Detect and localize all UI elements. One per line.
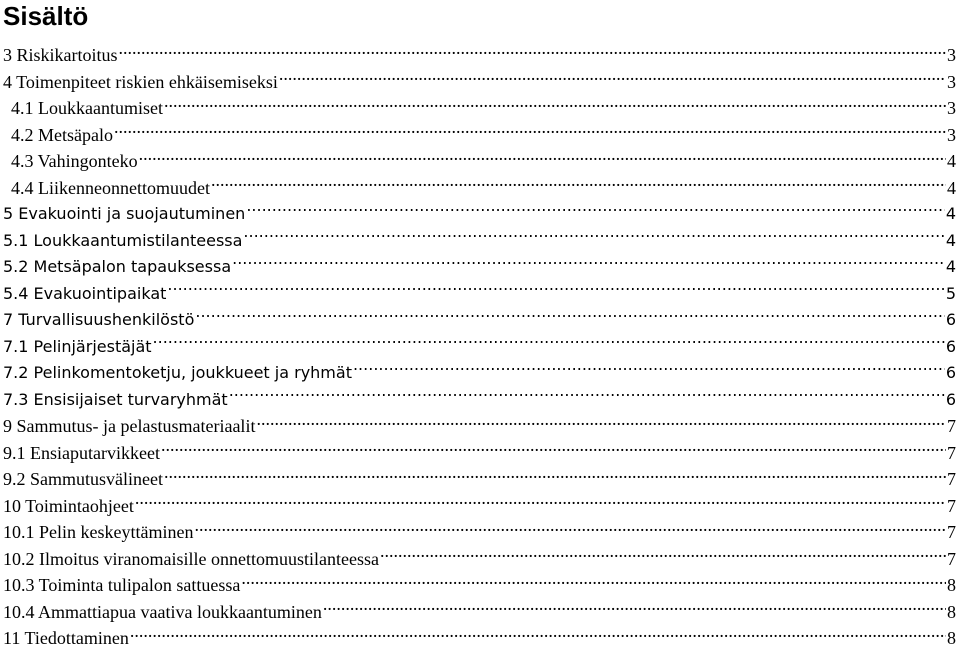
dot-leader [232, 256, 945, 272]
dot-leader [164, 96, 946, 114]
toc-entry-label: 10.2 Ilmoitus viranomaisille onnettomuustilanteessa [3, 548, 379, 569]
toc-entry[interactable] [3, 254, 956, 281]
dot-leader [167, 283, 944, 299]
toc-entry-page-number: 4 [947, 151, 956, 171]
dot-leader [246, 203, 945, 219]
dot-leader [353, 362, 945, 378]
toc-entry-label: 10.4 Ammattiapua vaativa loukkaantuminen [3, 601, 322, 622]
toc-entry-page-number: 6 [945, 363, 956, 382]
toc-entry-label: 5.1 Loukkaantumistilanteessa [3, 230, 243, 250]
toc-entry-page-number: 7 [947, 416, 956, 436]
toc-entry-page-number: 7 [947, 548, 956, 569]
toc-entry-page-number: 7 [947, 522, 956, 542]
toc-entry[interactable] [3, 625, 956, 652]
toc-entry-label: 10.3 Toiminta tulipalon sattuessa [3, 575, 241, 595]
toc-entry-page-number: 3 [947, 124, 956, 145]
toc-entry[interactable] [3, 122, 956, 149]
toc-entry[interactable] [3, 334, 956, 361]
dot-leader [243, 230, 944, 246]
toc-entry[interactable] [3, 95, 956, 122]
toc-entry-page-number: 3 [947, 98, 956, 118]
toc-entry[interactable] [3, 281, 956, 308]
toc-entry-page-number: 4 [945, 230, 956, 250]
toc-entry-page-number: 6 [945, 336, 956, 356]
dot-leader [161, 441, 946, 459]
toc-title: Sisältö [3, 1, 89, 31]
toc-entry-label: 10.1 Pelin keskeyttäminen [3, 522, 194, 542]
toc-entry-page-number: 3 [947, 71, 956, 92]
toc-entry-label: 7.2 Pelinkomentoketju, joukkueet ja ryhmät [3, 363, 352, 382]
dot-leader [164, 467, 946, 485]
dot-leader [323, 600, 946, 618]
toc-list [3, 42, 956, 652]
toc-entry-page-number: 8 [947, 601, 956, 622]
toc-entry-page-number: 6 [945, 389, 956, 409]
toc-entry-label: 5.4 Evakuointipaikat [3, 283, 167, 303]
toc-entry-label: 4.2 Metsäpalo [11, 124, 113, 145]
toc-entry-page-number: 8 [947, 575, 956, 595]
toc-entry-page-number: 4 [945, 257, 956, 276]
dot-leader [229, 389, 945, 405]
toc-entry[interactable] [3, 387, 956, 414]
toc-entry-label: 4 Toimenpiteet riskien ehkäisemiseksi [3, 71, 278, 92]
toc-entry[interactable] [3, 519, 956, 546]
toc-entry-label: 9.2 Sammutusvälineet [3, 469, 163, 489]
toc-entry[interactable] [3, 148, 956, 175]
toc-entry-page-number: 7 [947, 469, 956, 489]
dot-leader [114, 123, 946, 141]
toc-entry-label: 4.3 Vahingonteko [11, 151, 138, 171]
toc-entry-page-number: 6 [945, 310, 956, 329]
toc-entry-label: 11 Tiedottaminen [3, 628, 129, 648]
dot-leader [130, 626, 946, 644]
dot-leader [139, 149, 946, 167]
toc-entry[interactable] [3, 413, 956, 440]
dot-leader [153, 336, 945, 352]
toc-entry-page-number: 3 [947, 45, 956, 65]
dot-leader [380, 547, 946, 565]
toc-entry-label: 7.3 Ensisijaiset turvaryhmät [3, 389, 228, 409]
dot-leader [211, 176, 946, 194]
toc-entry-page-number: 4 [945, 204, 956, 223]
toc-entry[interactable] [3, 546, 956, 573]
toc-entry-page-number: 7 [947, 442, 956, 463]
toc-entry[interactable] [3, 493, 956, 520]
dot-leader [279, 70, 946, 88]
toc-entry-label: 9.1 Ensiaputarvikkeet [3, 442, 160, 463]
toc-entry[interactable] [3, 466, 956, 493]
toc-entry[interactable] [3, 599, 956, 626]
dot-leader [194, 520, 946, 538]
toc-entry-label: 4.4 Liikenneonnettomuudet [11, 177, 210, 198]
toc-entry-label: 7 Turvallisuushenkilöstö [3, 310, 195, 329]
dot-leader [195, 309, 944, 325]
toc-entry[interactable] [3, 69, 956, 96]
toc-entry-page-number: 7 [947, 495, 956, 516]
toc-entry-label: 9 Sammutus- ja pelastusmateriaalit [3, 416, 256, 436]
dot-leader [135, 494, 946, 512]
dot-leader [119, 43, 946, 61]
toc-entry-label: 10 Toimintaohjeet [3, 495, 134, 516]
toc-entry-page-number: 5 [945, 283, 956, 303]
toc-entry-label: 3 Riskikartoitus [3, 45, 118, 65]
toc-entry-label: 4.1 Loukkaantumiset [11, 98, 163, 118]
toc-entry[interactable] [3, 228, 956, 255]
toc-entry[interactable] [3, 175, 956, 202]
toc-entry-page-number: 8 [947, 628, 956, 648]
toc-page [3, 0, 956, 648]
toc-entry-page-number: 4 [947, 177, 956, 198]
toc-entry[interactable] [3, 42, 956, 69]
dot-leader [241, 573, 946, 591]
toc-entry-label: 5.2 Metsäpalon tapauksessa [3, 257, 232, 276]
toc-entry-label: 5 Evakuointi ja suojautuminen [3, 204, 246, 223]
toc-entry[interactable] [3, 440, 956, 467]
toc-entry[interactable] [3, 360, 956, 387]
toc-entry[interactable] [3, 572, 956, 599]
dot-leader [256, 414, 946, 432]
toc-entry-label: 7.1 Pelinjärjestäjät [3, 336, 152, 356]
toc-entry[interactable] [3, 307, 956, 334]
toc-entry[interactable] [3, 201, 956, 228]
